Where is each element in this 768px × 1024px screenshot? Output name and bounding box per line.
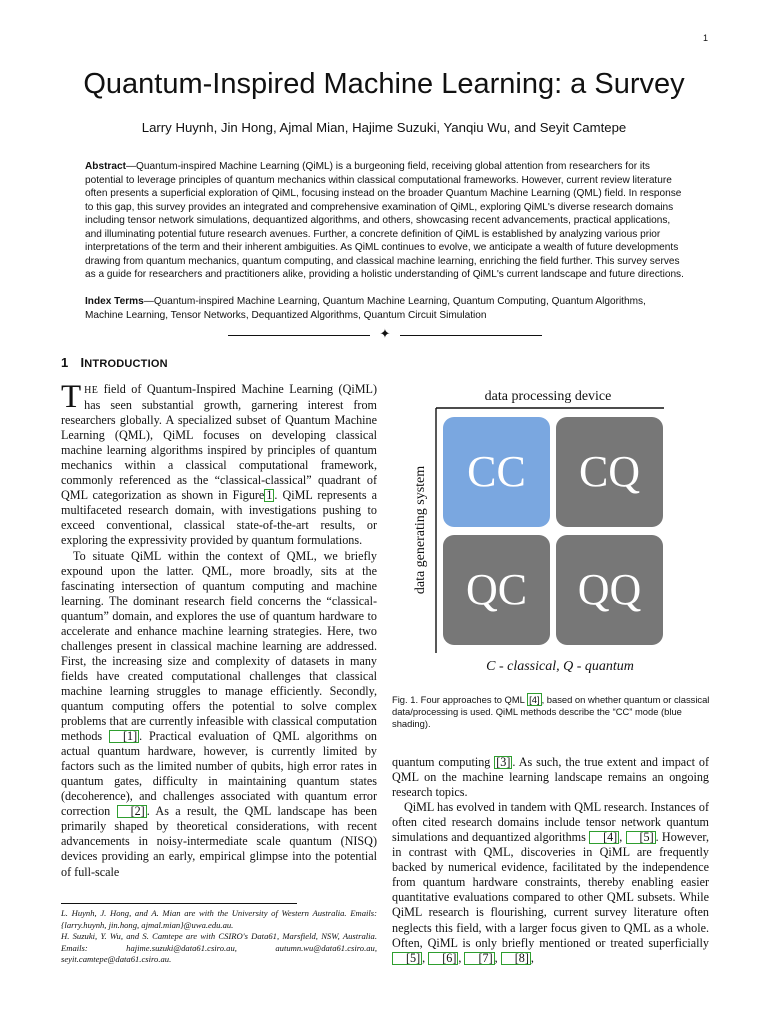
- footnote-affiliation-1: L. Huynh, J. Hong, and A. Mian are with the University of Western Australia. Emails: {larry.huynh, jin.hong, ajmal.mian}@uwa.edu.au.: [61, 908, 377, 930]
- citation-link-2[interactable]: [2]: [117, 805, 147, 818]
- dropcap: T: [61, 382, 82, 415]
- abstract-dash: —: [125, 161, 137, 172]
- citation-link-8[interactable]: [8]: [501, 952, 531, 965]
- citation-link-7[interactable]: [7]: [464, 952, 494, 965]
- author-footnote: [61, 908, 377, 966]
- figure-side-label: data generating system: [413, 465, 428, 595]
- index-terms-text: Quantum-inspired Machine Learning, Quantum Machine Learning, Quantum Computing, Quantum Algorithms, Machine Learning, Tensor Networks, Dequantized Algorithms, Quantum Circuit Simulation: [85, 296, 646, 321]
- index-terms-dash: —: [143, 296, 154, 307]
- intro-paragraph-1: THE field of Quantum-Inspired Machine Learning (QiML) has seen substantial growth, garnering interest from researchers globally. A specialized subset of Quantum Machine Learning (QML), QiML focuses on developing classical machine learning algorithms inspired by principles of quantum mechanics within a classical computational framework, commonly referenced as the “classical-classical” quadrant of QML categorization as shown in Figure 1 . QiML represents a multifaceted research domain, with investigations pushing to exceed conventional, classical state-of-the-art results, or exploring the expressivity provided by quantum formulations.: [61, 382, 377, 548]
- section-title-rest: NTRODUCTION: [84, 358, 168, 370]
- page-number: 1: [702, 33, 708, 43]
- author-list: Larry Huynh, Jin Hong, Ajmal Mian, Hajime Suzuki, Yanqiu Wu, and Seyit Camtepe: [141, 120, 627, 135]
- divider-star-icon: ✦: [379, 326, 391, 341]
- qml-quadrant-diagram: [392, 378, 710, 678]
- quadrant-qq-label: QQ: [577, 565, 642, 614]
- citation-link-1[interactable]: [1]: [109, 730, 139, 743]
- index-terms-label: Index Terms: [85, 296, 144, 307]
- citation-link-6[interactable]: [6]: [428, 952, 458, 965]
- figure-ref-link[interactable]: 1: [266, 488, 273, 503]
- quadrant-cc-label: CC: [467, 447, 526, 496]
- abstract: [85, 160, 685, 282]
- section-title-initial: I: [80, 355, 85, 370]
- first-word-rest: HE: [84, 385, 99, 396]
- caption-citation-link[interactable]: [4]: [529, 694, 540, 705]
- intro-paragraph-2: To situate QiML within the context of QML, we briefly expound upon the latter. QML, more broadly, sits at the fascinating intersection of quantum computing and machine learning. The dominant research field concerns the “classical-quantum” domain, and explores the use of quantum hardware to accelerate and enhance machine learning strategies. Here, two challenges present in classical machine learning are addressed. First, the increasing size and complexity of datasets in many fields have created computational challenges that classical machine learning struggles to manage efficiently. Secondly, quantum computing offers the potential to solve complex problems that are currently infeasible with classical computation methods [1] . Practical evaluation of QML algorithms on actual quantum hardware, however, is currently limited by factors such as the limited number of qubits, high error rates in quantum gates, difficulty in maintaining quantum states (decoherence), and challenges associated with quantum error correction [2] . As a result, the QML landscape has been primarily shaped by theoretical considerations, with recent advancements in noisy-intermediate scale quantum (NISQ) devices providing an early, empirical glimpse into the potential of full-scale: [61, 548, 377, 879]
- divider-line-right: [400, 335, 542, 336]
- citation-link-3[interactable]: [3]: [496, 755, 511, 769]
- citation-link-5b[interactable]: [5]: [392, 952, 422, 965]
- section-heading: [61, 355, 168, 370]
- section-number: 1: [61, 355, 69, 370]
- index-terms: [85, 295, 685, 322]
- abstract-label: Abstract: [85, 161, 126, 172]
- quadrant-cq-label: CQ: [578, 447, 641, 496]
- citation-link-5[interactable]: [5]: [626, 831, 656, 844]
- figure-caption: Fig. 1. Four approaches to QML [4] , based on whether quantum or classical data/processing is used. QiML methods describe the “CC” mode (blue shading).: [392, 694, 710, 729]
- right-paragraph-1: quantum computing [3] . As such, the true extent and impact of QML on the machine learning landscape remains an ongoing research topics.: [392, 755, 709, 800]
- figure-top-label: data processing device: [484, 389, 612, 404]
- paper-title: Quantum-Inspired Machine Learning: a Survey: [83, 68, 685, 100]
- citation-link-4[interactable]: [4]: [589, 831, 619, 844]
- figure-legend-label: C - classical, Q - quantum: [486, 659, 634, 674]
- figure-1: [392, 378, 710, 678]
- footnote-affiliation-2: H. Suzuki, Y. Wu, and S. Camtepe are with CSIRO's Data61, Marsfield, NSW, Australia. Emails: hajime.suzuki@data61.csiro.au, autumn.wu@data61.csiro.au, seyit.camtepe@data61.csiro.au.: [61, 931, 377, 965]
- section-divider: [228, 326, 542, 342]
- left-column: [61, 382, 377, 897]
- right-paragraph-2: QiML has evolved in tandem with QML research. Instances of often cited research domains include tensor network quantum simulations and dequantized algorithms [4] , [5] . However, in contrast with QML, discoveries in QiML are frequently backed by numerical evidence, facilitated by the independence from quantum hardware constraints, thereby enabling easier quantitative evaluations compared to other QML subsets. While QiML research is flourishing, current survey literature often neglects this field, with a larger focus given to QML as a whole. Often, QiML is only briefly mentioned or treated superficially [5] , [6] , [7] , [8] ,: [392, 800, 709, 965]
- divider-line-left: [228, 335, 370, 336]
- abstract-text: Quantum-inspired Machine Learning (QiML) is a burgeoning field, receiving global attention from researchers for its potential to leverage principles of quantum mechanics within classical computational frameworks. However, current review literature often presents a superficial exploration of QiML, focusing instead on the broader Quantum Machine Learning (QML) field. In response to this gap, this survey provides an integrated and comprehensive examination of QiML, exploring QiML's diverse research domains including tensor network simulations, dequantized algorithms, and others, showcasing recent advancements, practical applications, and illuminating potential future research avenues. Further, a concrete definition of QiML is established by analyzing various prior interpretations of the term and their inherent ambiguities. As QiML continues to evolve, we anticipate a wealth of future developments drawing from quantum mechanics, quantum computing, and classical machine learning, enriching the field further. This survey serves as a guide for researchers and practitioners alike, providing a holistic understanding of QiML's current landscape and future directions.: [85, 161, 684, 280]
- right-column: [392, 755, 709, 965]
- footnote-rule: [61, 903, 297, 904]
- quadrant-qc-label: QC: [465, 565, 528, 614]
